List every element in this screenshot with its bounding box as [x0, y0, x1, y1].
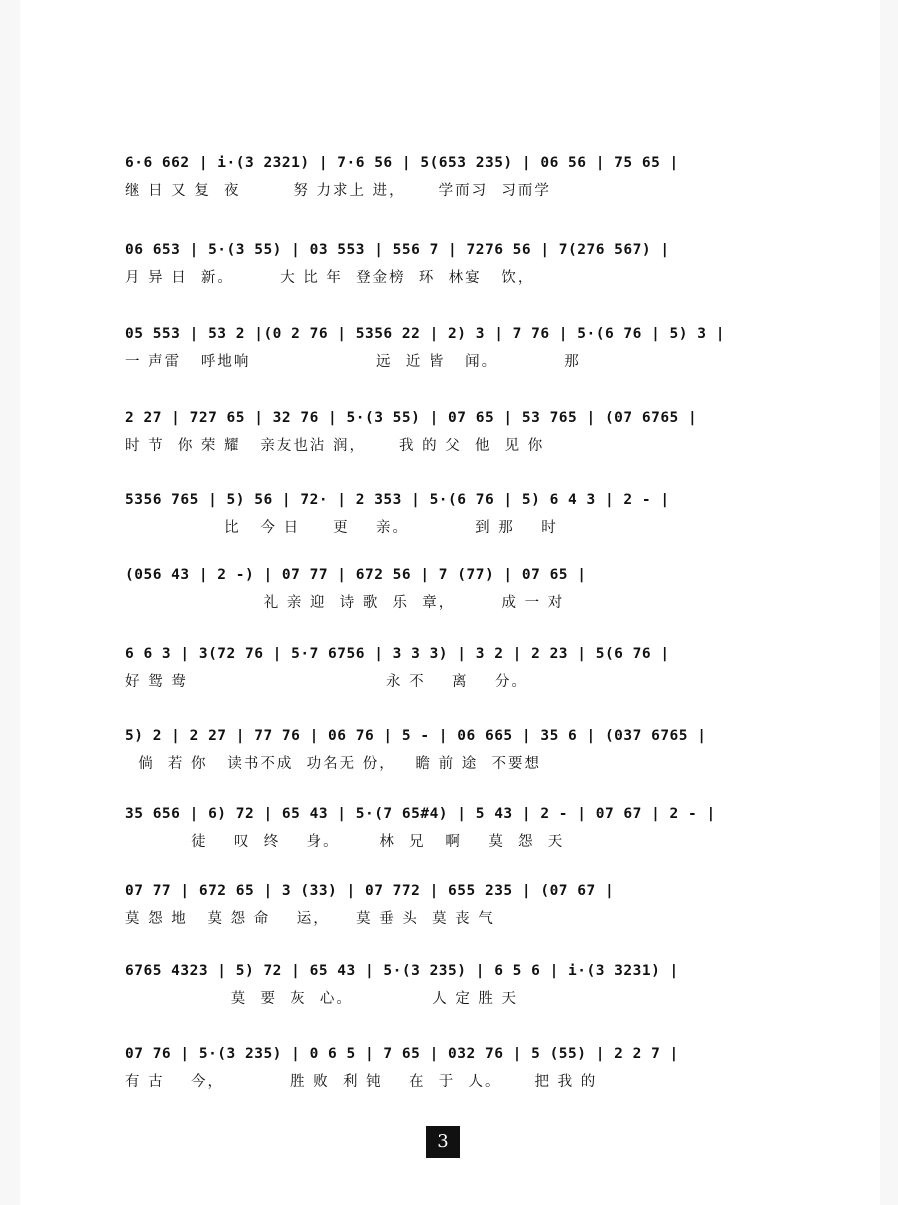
lyrics-line: 礼 亲 迎 诗 歌 乐 章， 成 一 对	[125, 595, 565, 611]
numbered-notation-line: 2 27 | 727 65 | 32 76 | 5·(3 55) | 07 65 | 53 765 | (07 6765 |	[125, 410, 698, 426]
numbered-notation-line: 05 553 | 53 2 |(0 2 76 | 5356 22 | 2) 3 | 7 76 | 5·(6 76 | 5) 3 |	[125, 326, 725, 342]
numbered-notation-line: 07 76 | 5·(3 235) | 0 6 5 | 7 65 | 032 76 | 5 (55) | 2 2 7 |	[125, 1046, 679, 1062]
numbered-notation-line: 6·6 662 | i·(3 2321) | 7·6 56 | 5(653 235) | 06 56 | 75 65 |	[125, 155, 679, 171]
lyrics-line: 好 鸳 鸯 永 不 离 分。	[125, 674, 528, 690]
numbered-notation-line: 35 656 | 6) 72 | 65 43 | 5·(7 65#4) | 5 43 | 2 - | 07 67 | 2 - |	[125, 806, 716, 822]
page-number: 3	[426, 1126, 460, 1158]
numbered-notation-line: 06 653 | 5·(3 55) | 03 553 | 556 7 | 7276 56 | 7(276 567) |	[125, 242, 670, 258]
lyrics-line: 比 今 日 更 亲。 到 那 时	[125, 520, 558, 536]
lyrics-line: 继 日 又 复 夜 努 力求上 进， 学而习 习而学	[125, 183, 551, 199]
lyrics-line: 徒 叹 终 身。 林 兄 啊 莫 怨 天	[125, 834, 565, 850]
lyrics-line: 有 古 今， 胜 败 利 钝 在 于 人。 把 我 的	[125, 1074, 598, 1090]
lyrics-line: 倘 若 你 读书不成 功名无 份， 瞻 前 途 不要想	[125, 756, 541, 772]
score-page	[20, 0, 880, 1205]
lyrics-line: 一 声雷 呼地响 远 近 皆 闻。 那	[125, 354, 581, 370]
numbered-notation-line: 6 6 3 | 3(72 76 | 5·7 6756 | 3 3 3) | 3 2 | 2 23 | 5(6 76 |	[125, 646, 670, 662]
lyrics-line: 莫 怨 地 莫 怨 命 运， 莫 垂 头 莫 丧 气	[125, 911, 495, 927]
numbered-notation-line: 5) 2 | 2 27 | 77 76 | 06 76 | 5 - | 06 665 | 35 6 | (037 6765 |	[125, 728, 707, 744]
numbered-notation-line: (056 43 | 2 -) | 07 77 | 672 56 | 7 (77) | 07 65 |	[125, 567, 587, 583]
lyrics-line: 时 节 你 荣 耀 亲友也沾 润， 我 的 父 他 见 你	[125, 438, 545, 454]
lyrics-line: 月 异 日 新。 大 比 年 登金榜 环 林宴 饮，	[125, 270, 535, 286]
numbered-notation-line: 07 77 | 672 65 | 3 (33) | 07 772 | 655 235 | (07 67 |	[125, 883, 615, 899]
lyrics-line: 莫 要 灰 心。 人 定 胜 天	[125, 991, 519, 1007]
numbered-notation-line: 6765 4323 | 5) 72 | 65 43 | 5·(3 235) | 6 5 6 | i·(3 3231) |	[125, 963, 679, 979]
numbered-notation-line: 5356 765 | 5) 56 | 72· | 2 353 | 5·(6 76 | 5) 6 4 3 | 2 - |	[125, 492, 670, 508]
